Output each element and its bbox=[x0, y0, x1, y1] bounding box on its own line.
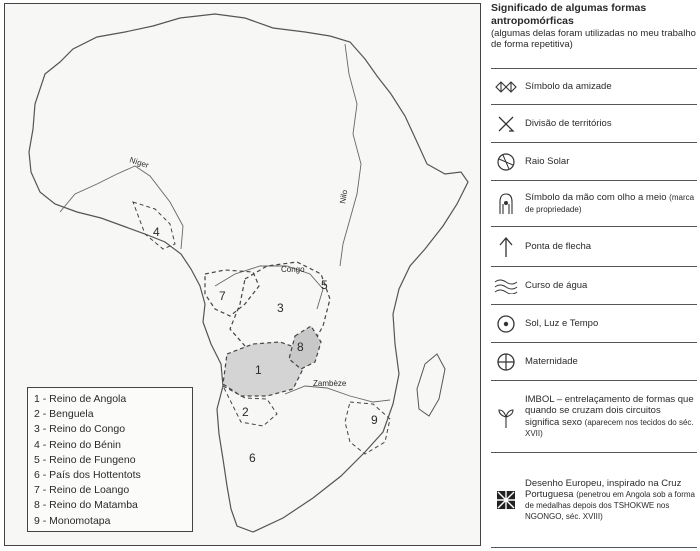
legend-item: 9 - Monomotapa bbox=[34, 514, 111, 527]
symbol-label: Símbolo da mão com olho a meio bbox=[525, 192, 667, 204]
zambeze-label: Zambèze bbox=[313, 379, 347, 388]
symbol-row-imbol bbox=[491, 380, 697, 452]
legend-item: 6 - País dos Hottentots bbox=[34, 469, 141, 482]
congo-label: Congo bbox=[281, 265, 305, 274]
region-number-5: 5 bbox=[321, 278, 328, 292]
congo-river bbox=[215, 266, 323, 309]
symbol-row-maternity bbox=[491, 342, 697, 380]
region-number-7: 7 bbox=[219, 289, 226, 303]
region-number-2: 2 bbox=[242, 405, 249, 419]
legend-item: 1 - Reino de Angola bbox=[34, 393, 127, 405]
sun-ray-icon bbox=[493, 149, 519, 175]
symbol-label: Sol, Luz e Tempo bbox=[525, 317, 599, 329]
legend-item: 8 - Reino do Matamba bbox=[34, 499, 138, 512]
symbol-label: Ponta de flecha bbox=[525, 240, 592, 252]
map-legend bbox=[27, 387, 193, 532]
symbol-label: Raio Solar bbox=[525, 155, 570, 167]
circle-dot-icon bbox=[493, 311, 519, 337]
zambeze-river bbox=[285, 386, 390, 402]
symbol-label: IMBOL – entrelaçamento de formas que quando se cruzam dois circuitos significa sexo bbox=[525, 394, 694, 428]
symbol-row-hand-eye bbox=[491, 180, 697, 226]
portuguese-cross-icon bbox=[493, 487, 519, 513]
symbol-label: Desenho Europeu, inspirado na Cruz Portuguesa bbox=[525, 477, 682, 500]
arrow-up-icon bbox=[493, 234, 519, 260]
niger-river bbox=[60, 166, 183, 249]
kingdom-matamba-region bbox=[289, 326, 321, 369]
territory-division-icon bbox=[493, 111, 519, 137]
symbol-label: Símbolo da amizade bbox=[525, 80, 612, 92]
region-number-1: 1 bbox=[255, 363, 262, 377]
nile-label: Nilo bbox=[338, 189, 350, 205]
kingdom-monomotapa-boundary bbox=[345, 402, 390, 454]
symbols-title: Significado de algumas formas antropomórficas bbox=[491, 2, 647, 27]
symbols-panel bbox=[491, 0, 697, 551]
region-number-9: 9 bbox=[371, 413, 378, 427]
nile-river bbox=[340, 44, 361, 266]
legend-item: 5 - Reino de Fungeno bbox=[34, 453, 136, 466]
madagascar bbox=[417, 354, 445, 416]
region-number-8: 8 bbox=[297, 340, 304, 354]
legend-item: 3 - Reino do Congo bbox=[34, 423, 126, 436]
legend-item: 4 - Reino do Bénin bbox=[34, 438, 121, 451]
map-panel bbox=[4, 3, 481, 546]
symbol-label: Curso de água bbox=[525, 279, 588, 291]
kingdom-loango-boundary bbox=[205, 270, 259, 316]
waves-icon bbox=[493, 273, 519, 299]
niger-label: Níger bbox=[128, 155, 150, 170]
symbol-row-waves bbox=[491, 266, 697, 304]
symbol-note: (aparecem nos tecidos do séc. XVII) bbox=[525, 417, 694, 438]
imbol-icon bbox=[493, 404, 519, 430]
symbol-row-sun-light bbox=[491, 304, 697, 342]
symbol-label: Maternidade bbox=[525, 355, 578, 367]
symbol-row-arrow bbox=[491, 226, 697, 266]
region-number-4: 4 bbox=[153, 225, 160, 239]
symbol-label: Divisão de territórios bbox=[525, 117, 612, 129]
hand-eye-icon bbox=[493, 191, 519, 217]
symbol-note: (marca de propriedade) bbox=[525, 193, 695, 214]
symbols-subtitle: (algumas delas foram utilizadas no meu trabalho de forma repetitiva) bbox=[491, 28, 696, 50]
region-number-3: 3 bbox=[277, 301, 284, 315]
legend-item: 2 - Benguela bbox=[34, 408, 94, 421]
legend-item: 7 - Reino de Loango bbox=[34, 484, 130, 497]
symbol-row-sun-ray bbox=[491, 142, 697, 180]
symbol-note: (penetrou em Angola sob a forma de medalhas depois dos TSHOKWE nos NGONGO, séc. XVIII) bbox=[525, 489, 695, 522]
symbol-row-friendship bbox=[491, 68, 697, 104]
region-number-6: 6 bbox=[249, 451, 256, 465]
symbol-row-territory bbox=[491, 104, 697, 142]
symbol-row-european bbox=[491, 452, 697, 548]
friendship-knot-icon bbox=[493, 74, 519, 100]
circle-cross-icon bbox=[493, 349, 519, 375]
